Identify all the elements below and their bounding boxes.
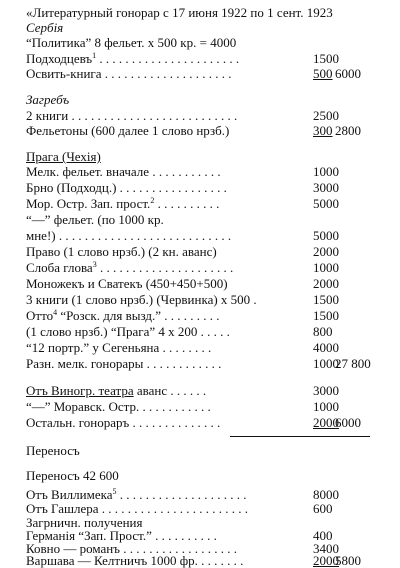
- row-label: Ковно — романъ: [26, 541, 120, 556]
- leader-dots: . . . . . . . . . . . . . . . . . . . .: [101, 66, 232, 81]
- row-label: “—” Моравск. Остр.: [26, 399, 140, 414]
- row-amount: 1500: [313, 308, 339, 323]
- row-label: Право (1 слово нрзб.) (2 кн. аванс): [26, 244, 217, 259]
- leader-dots: . . . . .: [197, 324, 230, 339]
- row-amount: 4000: [313, 340, 339, 355]
- row-amount: 5000: [313, 228, 339, 243]
- row-amount: 2500: [313, 108, 339, 123]
- footnote-mark: 4: [53, 308, 58, 317]
- row-label: Брно (Подходц.): [26, 180, 117, 195]
- row-amount: 3000: [313, 383, 339, 398]
- footnote-mark: 1: [92, 51, 97, 60]
- row-label: 3 книги (1 слово нрзб.) (Червинка) х 500: [26, 292, 251, 307]
- leader-dots: . . . . . . . . . . . .: [143, 356, 222, 371]
- row-label: аванс: [136, 383, 168, 398]
- row-label: Германія “Зап. Прост.”: [26, 528, 152, 543]
- carry-over-amount: Переносъ 42 600: [26, 468, 119, 483]
- leader-dots: . . . . . . . . . . .: [149, 164, 221, 179]
- total-rule: [230, 436, 370, 437]
- row-label: Слоба глова: [26, 260, 93, 275]
- leader-dots: . . . . . . . . . . . . . . . . .: [116, 180, 227, 195]
- row-amount: 1500: [313, 51, 339, 66]
- leader-dots: . . . . . . . . . . . . . . . . . . . . . . . . . . .: [55, 228, 232, 243]
- document-title: «Литературный гонорар с 17 июня 1922 по 1 сент. 1923: [26, 5, 333, 20]
- section-heading-serbia: Сербія: [26, 20, 64, 35]
- row-amount: 2000: [313, 553, 339, 568]
- footnote-mark: 5: [112, 487, 117, 496]
- row-amount: 1000: [313, 260, 339, 275]
- row-label: Отъ Виллимека: [26, 487, 113, 502]
- row-label: “—” фельет. (по 1000 кр.: [26, 212, 164, 227]
- serbia-intro: “Политика” 8 фельет. х 500 кр. = 4000: [26, 35, 237, 50]
- row-label: Отто: [26, 308, 54, 323]
- section-total: 27 800: [335, 356, 371, 371]
- row-amount: 3400: [313, 541, 339, 556]
- row-label: Моножекъ и Сватекъ (450+450+500): [26, 276, 228, 291]
- row-amount: 3000: [313, 180, 339, 195]
- leader-dots: . . . . . . . . . . . . . . . . . .: [119, 541, 237, 556]
- row-label: “12 портр.” у Сегеньяна: [26, 340, 160, 355]
- row-amount: 800: [313, 324, 333, 339]
- section-heading-vinogr: Отъ Виногр. театра: [26, 383, 134, 398]
- row-label: Подходцевъ: [26, 51, 93, 66]
- carry-over-label: Переносъ: [26, 443, 80, 458]
- leader-dots: . . . . . . . . . . . . . . . . . . . .: [116, 487, 247, 502]
- section-total: 6000: [335, 415, 361, 430]
- row-label: Мор. Остр. Зап. прост.: [26, 196, 151, 211]
- row-amount: 8000: [313, 487, 339, 502]
- row-amount: 600: [313, 501, 333, 516]
- row-amount: 400: [313, 528, 333, 543]
- leader-dots: . . . . . . . . . . .: [139, 399, 211, 414]
- row-label: Освить-книга: [26, 66, 102, 81]
- leader-dots: . . . . . . .: [197, 553, 244, 568]
- leader-dots: . . . . . . . .: [159, 340, 212, 355]
- row-label: 2 книги: [26, 108, 69, 123]
- row-label: мне!): [26, 228, 56, 243]
- row-amount: 500: [313, 66, 333, 81]
- row-label: Мелк. фельет. вначале: [26, 164, 150, 179]
- leader-dots: .: [250, 292, 257, 307]
- leader-dots: . . . . . . . . . . . . . .: [129, 415, 221, 430]
- leader-dots: . . . . . . . . . . . . . . . . . . . . . . .: [98, 501, 249, 516]
- row-label: Разн. мелк. гонорары: [26, 356, 144, 371]
- row-amount: 2000: [313, 244, 339, 259]
- footnote-mark: 2: [150, 196, 155, 205]
- section-total: 6000: [335, 66, 361, 81]
- section-total: 2800: [335, 123, 361, 138]
- footnote-mark: 3: [92, 260, 97, 269]
- row-label: (1 слово нрзб.) “Прага” 4 х 200: [26, 324, 198, 339]
- leader-dots: . . . . . . . . . . . . . . . . . . . . . .: [96, 51, 240, 66]
- leader-dots: . . . . . . . . .: [160, 308, 220, 323]
- row-amount: 1500: [313, 292, 339, 307]
- row-amount: 1000: [313, 164, 339, 179]
- row-label: Отъ Гашлера: [26, 501, 99, 516]
- row-label: Остальн. гонораръ: [26, 415, 130, 430]
- row-amount: 300: [313, 123, 333, 138]
- section-heading-praga: Прага (Чехія): [26, 149, 101, 164]
- row-amount: 2000: [313, 415, 339, 430]
- section-total: 5800: [335, 553, 361, 568]
- row-label: Фельетоны (600 далее 1 слово нрзб.): [26, 123, 230, 138]
- row-amount: 1000: [313, 399, 339, 414]
- section-heading-zagreb: Загребъ: [26, 92, 70, 107]
- row-label: Загрничн. получения: [26, 515, 143, 530]
- row-amount: 1000: [313, 356, 339, 371]
- row-label: Варшава — Келтничъ 1000 фр.: [26, 553, 198, 568]
- leader-dots: . . . . . . . . . .: [154, 196, 220, 211]
- leader-dots: . . . . . . . . . . . . . . . . . . . . .: [96, 260, 234, 275]
- row-amount: 2000: [313, 276, 339, 291]
- leader-dots: . . . . . .: [167, 383, 207, 398]
- leader-dots: . . . . . . . . . .: [151, 528, 217, 543]
- leader-dots: . . . . . . . . . . . . . . . . . . . . . . . . . .: [68, 108, 238, 123]
- row-amount: 5000: [313, 196, 339, 211]
- row-quoted-title: “Розск. для вызд.”: [60, 308, 161, 323]
